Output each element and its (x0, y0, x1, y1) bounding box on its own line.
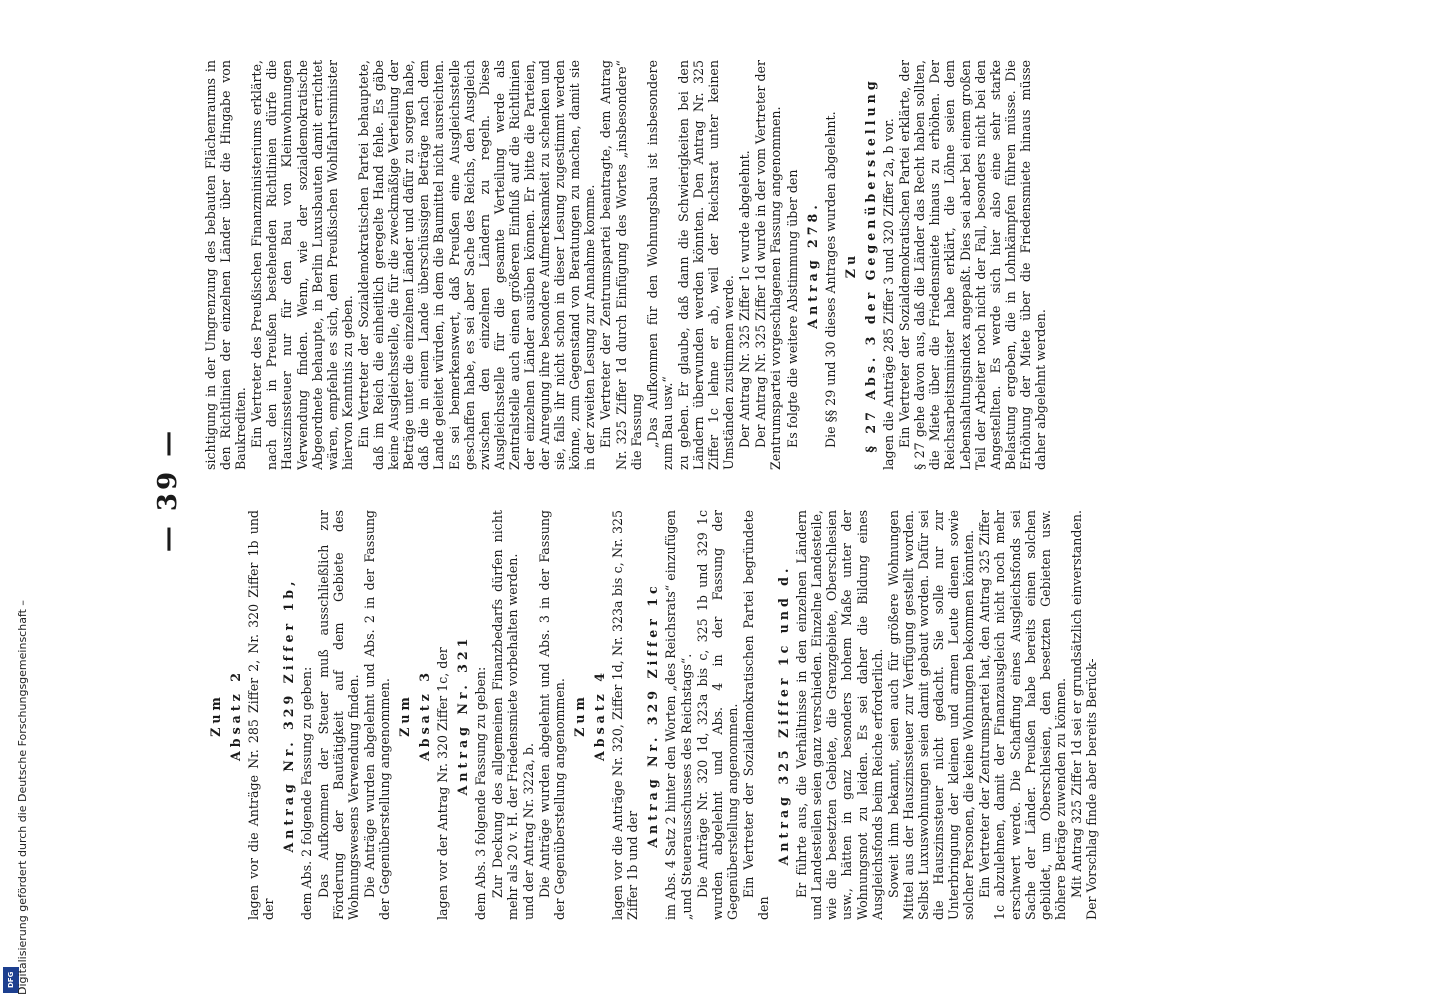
document-page (145, 60, 1434, 920)
paragraph: Ein Vertreter der Sozialdemokratischen Partei begründete den (740, 510, 771, 920)
dfg-logo-icon: DFG (3, 967, 19, 993)
paragraph: und der Antrag Nr. 322a, b. (520, 743, 536, 920)
paragraph: Die §§ 29 und 30 dieses Antrages wurden abgelehnt. (822, 111, 838, 448)
section-heading: § 27 Abs. 3 der Gegenüberstellung (862, 77, 878, 453)
digitization-notice: Digitalisierung gefördert durch die Deutsche Forschungsgemeinschaft – (16, 600, 29, 995)
paragraph: Ein Vertreter der Zentrumspartei beantragte, dem Antrag Nr. 325 Ziffer 1d durch Einfügung des Wortes „insbesondere“ die Fassung (598, 60, 644, 470)
section-heading: Absatz 4 (592, 669, 608, 761)
section-heading: Zu (842, 251, 858, 279)
paragraph: Es folgte die weitere Abstimmung über den (784, 169, 800, 448)
section-heading: Zum (397, 693, 413, 737)
paragraph: Zur Deckung des allgemeinen Finanzbedarfs dürfen nicht mehr als 20 v. H. der Friedensmiete vorbehalten werden. (489, 510, 520, 920)
section-heading: Absatz 3 (417, 669, 433, 761)
paragraph: im Abs. 4 Satz 2 hinter den Worten „des Reichsrats“ einzufügen „und Steuerausschusses des Reichstags“. (663, 510, 694, 920)
paragraph: lagen vor die Anträge Nr. 320, Ziffer 1d, Nr. 323a bis c, Nr. 325 Ziffer 1b und der (610, 510, 641, 920)
section-heading: Antrag Nr. 329 Ziffer 1c (645, 582, 661, 848)
page-number: — 39 — (153, 427, 183, 553)
paragraph: lagen die Anträge 285 Ziffer 3 und 320 Ziffer 2a, b vor. (881, 118, 897, 470)
section-heading: Antrag Nr. 321 (455, 634, 471, 796)
paragraph: Ein Vertreter der Zentrumspartei hat, den Antrag 325 Ziffer 1c abzulehnen, damit der Finanzausgleich nicht noch mehr erschwert werde. Die Schaffung eines Ausgleichsfonds sei Sache der Länder. Preußen habe bereits einen solchen gebildet, um Oberschlesien, den besetzten Gebieten usw. höhere Beträge zuwenden zu können. (977, 510, 1068, 920)
section-heading: Zum (571, 693, 587, 737)
section-heading: Zum (208, 693, 223, 737)
paragraph: Soweit ihm bekannt, seien auch für größere Wohnungen Mittel aus der Hauszinssteuer zur Verfügung gestellt worden. Selbst Luxuswohnungen seien damit gebaut worden. Dafür sei die Hauszinssteuer nicht gedacht. Sie solle nur zur Unterbringung der kleinen und armen Leute dienen sowie solcher Personen, die keine Wohnungen bekommen könnten. (885, 510, 977, 920)
paragraph: zu geben. Er glaube, daß dann die Schwierigkeiten bei den Ländern überwunden werden könnten. Den Antrag Nr. 325 Ziffer 1c lehne er ab, weil der Reichsrat unter keinen Umständen zustimmen werde. (675, 60, 737, 470)
paragraph: Die Anträge wurden abgelehnt und Abs. 3 in der Fassung der Gegenüberstellung angenommen. (536, 510, 567, 920)
digitization-sidebar (0, 0, 29, 1000)
paragraph: Das Aufkommen der Steuer muß ausschließlich zur Förderung der Bautätigkeit auf dem Gebiete des Wohnungswesens Verwendung finden. (315, 510, 361, 920)
right-column (203, 60, 1433, 470)
paragraph: Er führte aus, die Verhältnisse in den einzelnen Ländern und Landesteilen seien ganz verschieden. Einzelne Landesteile, wie die besetzten Gebiete, die Grenzgebiete, Oberschlesien usw., hätten in ganz besonders hohem Maße unter der Wohnungsnot zu leiden. Es sei daher die Bildung eines Ausgleichsfonds beim Reiche erforderlich. (794, 510, 885, 920)
paragraph: Mit Antrag 325 Ziffer 1d sei er grundsätzlich einverstanden. Der Vorschlag finde aber bereits Berück- (1068, 510, 1099, 920)
left-column (203, 510, 1433, 920)
paragraph: Die Anträge Nr. 320 1d, 323a bis c, 325 1b und 329 1c wurden abgelehnt und Abs. 4 in der Fassung der Gegenüberstellung angenommen. (694, 510, 740, 920)
paragraph: Die Anträge wurden abgelehnt und Abs. 2 in der Fassung der Gegenüberstellung angenommen. (361, 510, 392, 920)
paragraph: sichtigung in der Umgrenzung des bebauten Flächenraums in den Richtlinien der einzelnen Länder über die Hingabe von Baukrediten. (203, 60, 249, 470)
paragraph: lagen vor die Anträge Nr. 285 Ziffer 2, Nr. 320 Ziffer 1b und der (246, 510, 277, 920)
paragraph: Ein Vertreter des Preußischen Finanzministeriums erklärte, nach den in Preußen bestehenden Richtlinien dürfe die Hauszinssteuer nur für den Bau von Kleinwohnungen Verwendung finden. Wenn, wie der sozialdemokratische Abgeordnete behaupte, in Berlin Luxusbauten damit errichtet wären, empfehle es sich, dem Preußischen Wohlfahrtsminister hiervon Kenntnis zu geben. (249, 60, 355, 470)
paragraph: Ein Vertreter der Sozialdemokratischen Partei behauptete, daß im Reich die einheitlich geregelte Hand fehle. Es gäbe keine Ausgleichsstelle, die für die zweckmäßige Verteilung der Beträge unter die einzelnen Länder und dafür zu sorgen habe, daß die in einem Lande überschüssigen Beträge nach dem Lande geleitet würden, in dem die Baumittel nicht ausreichten. Es sei bemerkenswert, daß Preußen eine Ausgleichsstelle geschaffen habe, es sei aber Sache des Reichs, den Ausgleich zwischen den einzelnen Ländern zu regeln. Diese Ausgleichsstelle für die gesamte Verteilung werde als Zentralstelle auch einen größeren Einfluß auf die Richtlinien der einzelnen Länder ausüben können. Er bitte die Parteien, der Anregung ihre besondere Aufmerksamkeit zu schenken und sie, falls ihr nicht schon in dieser Lesung zugestimmt werden könne, zum Gegenstand von Beratungen zu machen, damit sie in der zweiten Lesung zur Annahme komme. (355, 60, 598, 470)
section-heading: Antrag 325 Ziffer 1c und d. (776, 564, 792, 866)
paragraph: dem Abs. 2 folgende Fassung zu geben: (299, 666, 315, 920)
paragraph: dem Abs. 3 folgende Fassung zu geben: (473, 666, 489, 920)
section-heading: Antrag 278. (804, 201, 820, 329)
paragraph: Ein Vertreter der Sozialdemokratischen Partei erklärte, der § 27 gehe davon aus, daß die Länder das Recht haben sollten, die Miete über die Friedensmiete hinaus zu erhöhen. Der Reichsarbeitsminister habe erklärt, die Löhne seien dem Lebenshaltungsindex angepaßt. Dies sei aber bei einem großen Teil der Arbeiter noch nicht der Fall, besonders nicht bei den Angestellten. Es werde sich hier also eine sehr starke Belastung ergeben, die in Lohnkämpfen führen müsse. Die Erhöhung der Miete über die Friedensmiete hinaus müsse daher abgelehnt werden. (897, 60, 1048, 470)
paragraph: „Das Aufkommen für den Wohnungsbau ist insbesondere zum Bau usw.“ (644, 60, 675, 470)
paragraph: Der Antrag Nr. 325 Ziffer 1d wurde in der vom Vertreter der Zentrumspartei vorgeschlagenen Fassung angenommen. (753, 60, 784, 470)
section-heading: Antrag Nr. 329 Ziffer 1b, (281, 577, 297, 853)
section-heading: Absatz 2 (228, 669, 244, 761)
paragraph: Der Antrag Nr. 325 Ziffer 1c wurde abgelehnt. (737, 150, 753, 448)
paragraph: lagen vor der Antrag Nr. 320 Ziffer 1c, der (435, 647, 451, 920)
